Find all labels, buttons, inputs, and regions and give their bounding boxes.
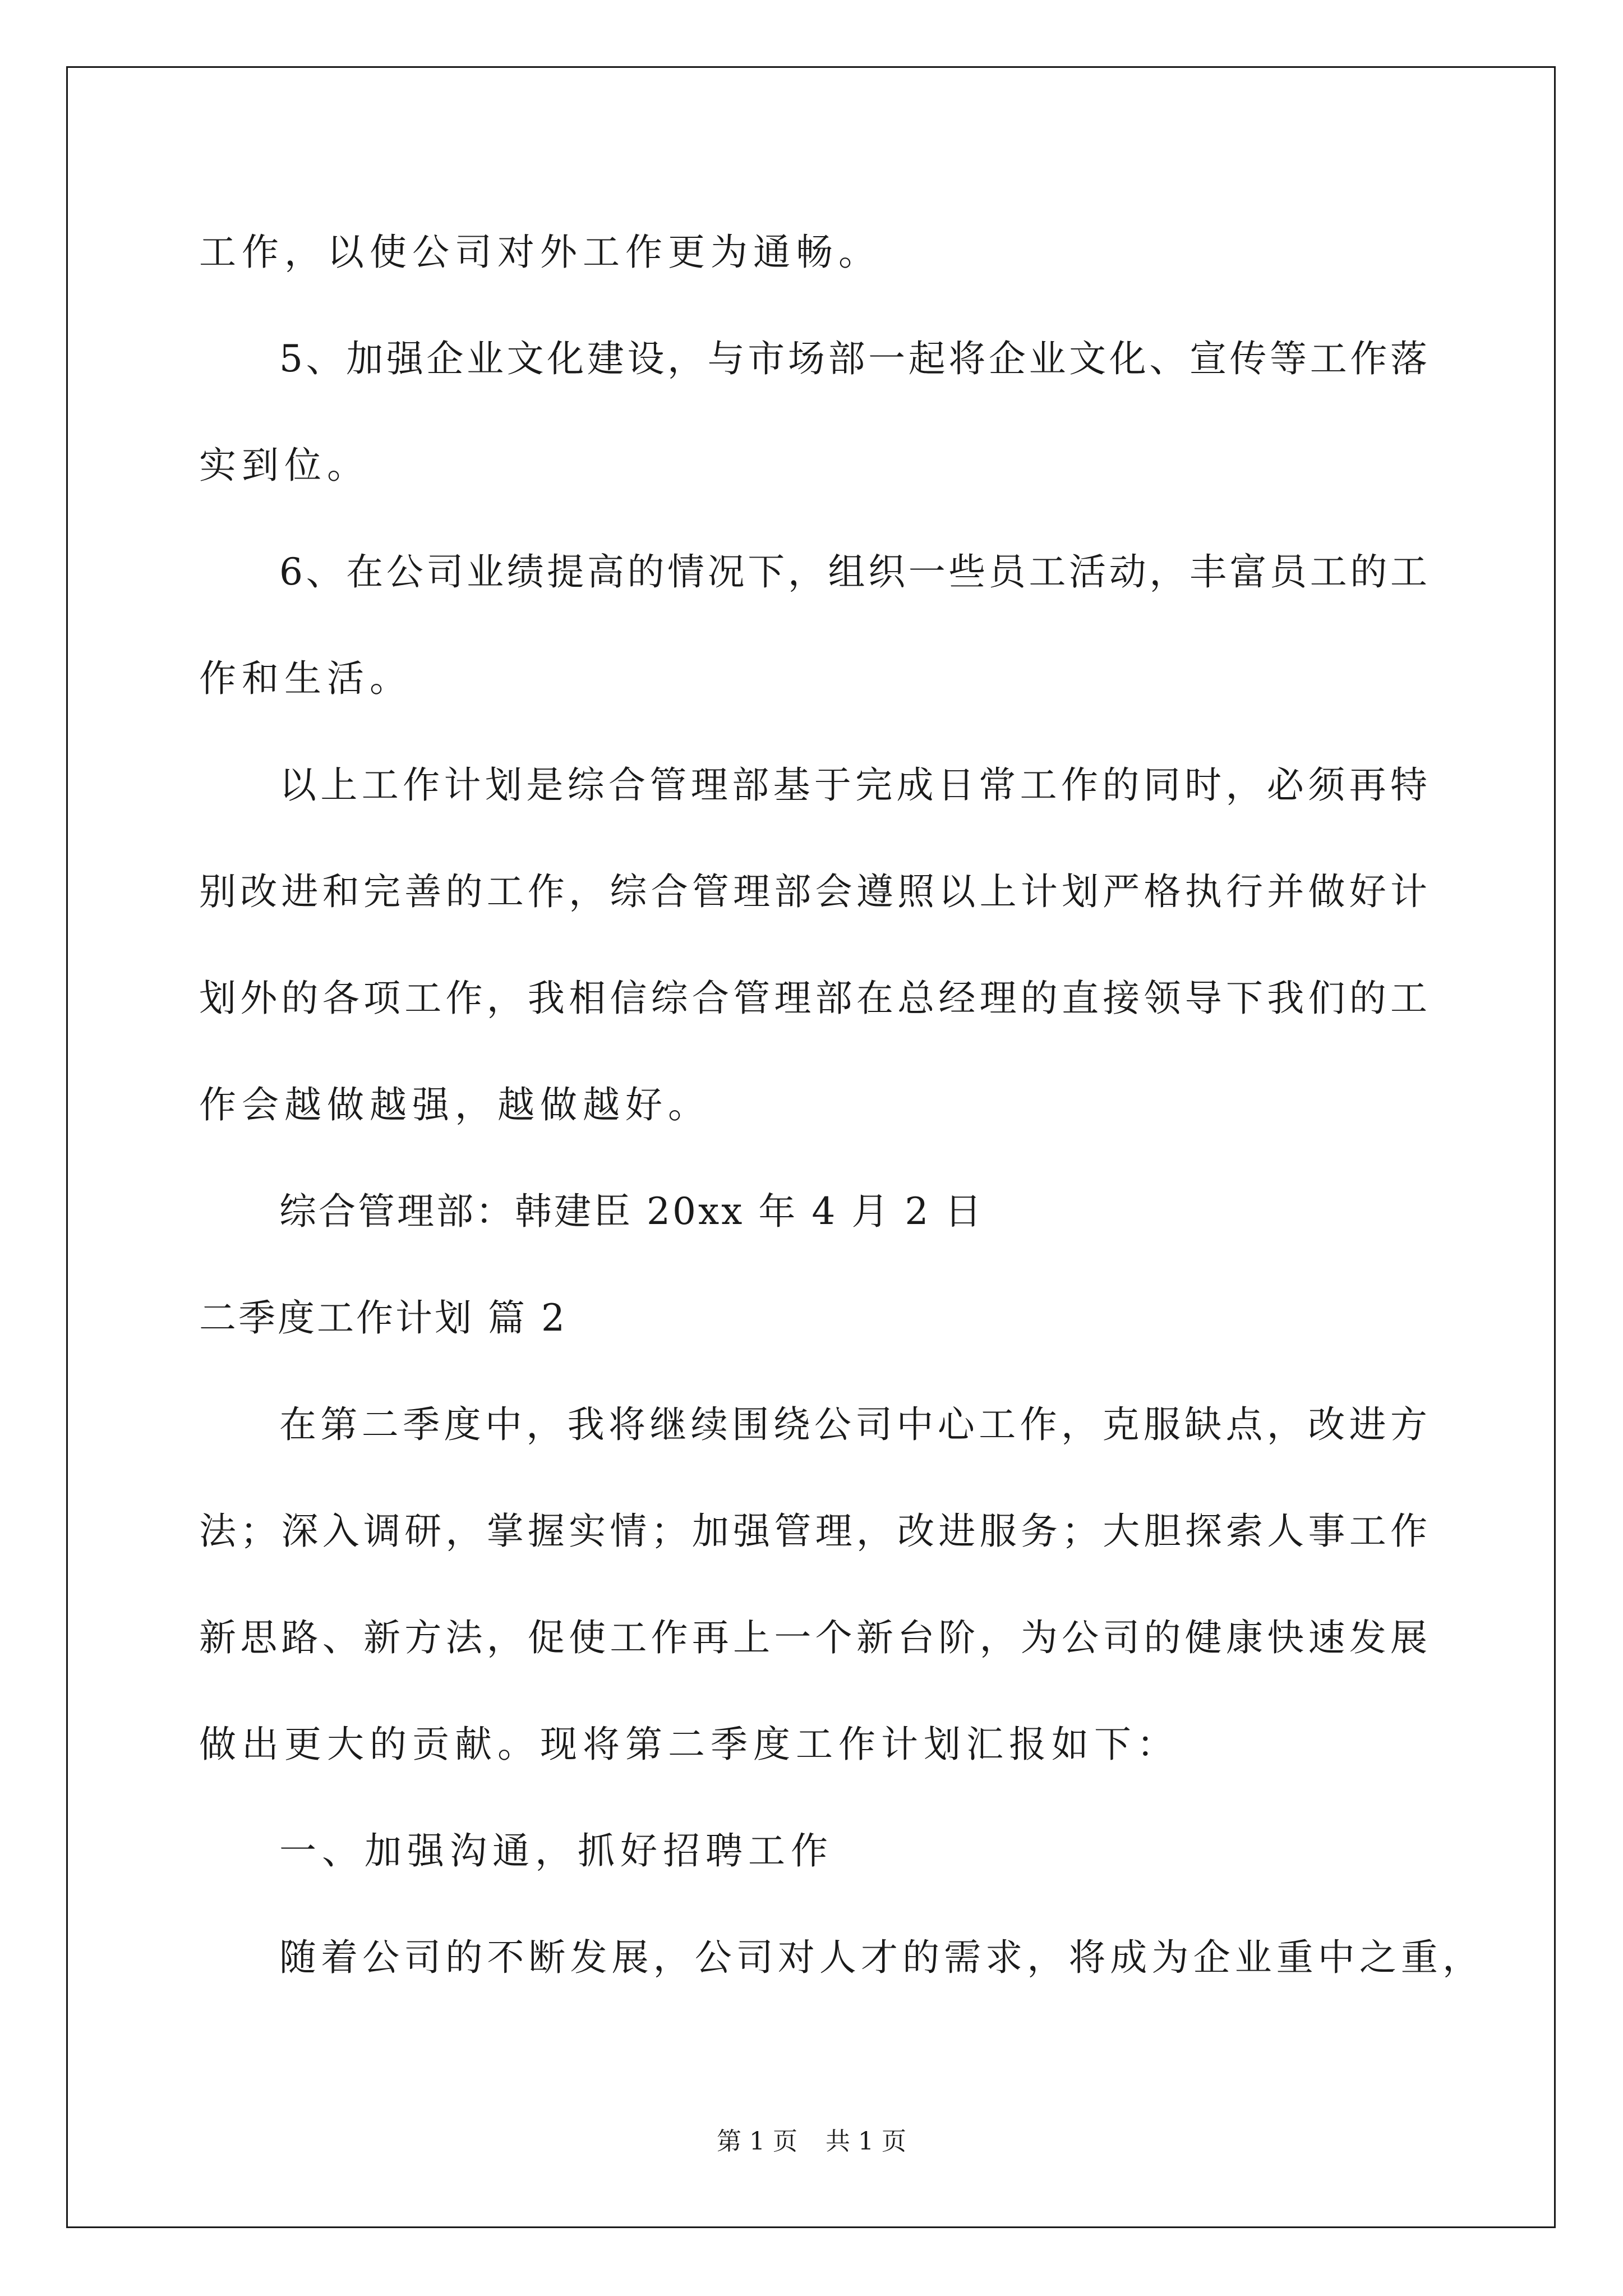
text-line: 新思路、新方法，促使工作再上一个新台阶，为公司的健康快速发展 [199, 1616, 1427, 1659]
text-line: 划外的各项工作，我相信综合管理部在总经理的直接领导下我们的工 [199, 977, 1427, 1020]
text-line: 别改进和完善的工作，综合管理部会遵照以上计划严格执行并做好计 [199, 870, 1427, 913]
page-total: 共 1 页 [826, 2127, 906, 2156]
text-line: 在第二季度中，我将继续围绕公司中心工作，克服缺点，改进方 [279, 1403, 1427, 1446]
page-border [66, 66, 1556, 2228]
text-line: 做出更大的贡献。现将第二季度工作计划汇报如下： [199, 1723, 1179, 1766]
text-line: 以上工作计划是综合管理部基于完成日常工作的同时，必须再特 [279, 763, 1427, 807]
section-heading: 二季度工作计划 篇 2 [199, 1296, 567, 1340]
text-line: 作会越做越强，越做越好。 [199, 1083, 711, 1126]
text-line: 实到位。 [199, 444, 370, 487]
text-line: 随着公司的不断发展，公司对人才的需求，将成为企业重中之重， [279, 1936, 1479, 1979]
text-line: 法；深入调研，掌握实情；加强管理，改进服务；大胆探索人事工作 [199, 1510, 1427, 1553]
text-line: 作和生活。 [199, 657, 412, 700]
text-line: 工作，以使公司对外工作更为通畅。 [199, 231, 881, 274]
signature-line: 综合管理部：韩建臣 20xx 年 4 月 2 日 [279, 1190, 984, 1233]
text-line: 5、加强企业文化建设，与市场部一起将企业文化、宣传等工作落 [279, 337, 1427, 380]
page-footer [0, 2125, 1623, 2159]
text-line: 6、在公司业绩提高的情况下，组织一些员工活动，丰富员工的工 [279, 550, 1427, 593]
page-number: 第 1 页 [717, 2127, 797, 2156]
subheading: 一、加强沟通，抓好招聘工作 [279, 1829, 833, 1872]
